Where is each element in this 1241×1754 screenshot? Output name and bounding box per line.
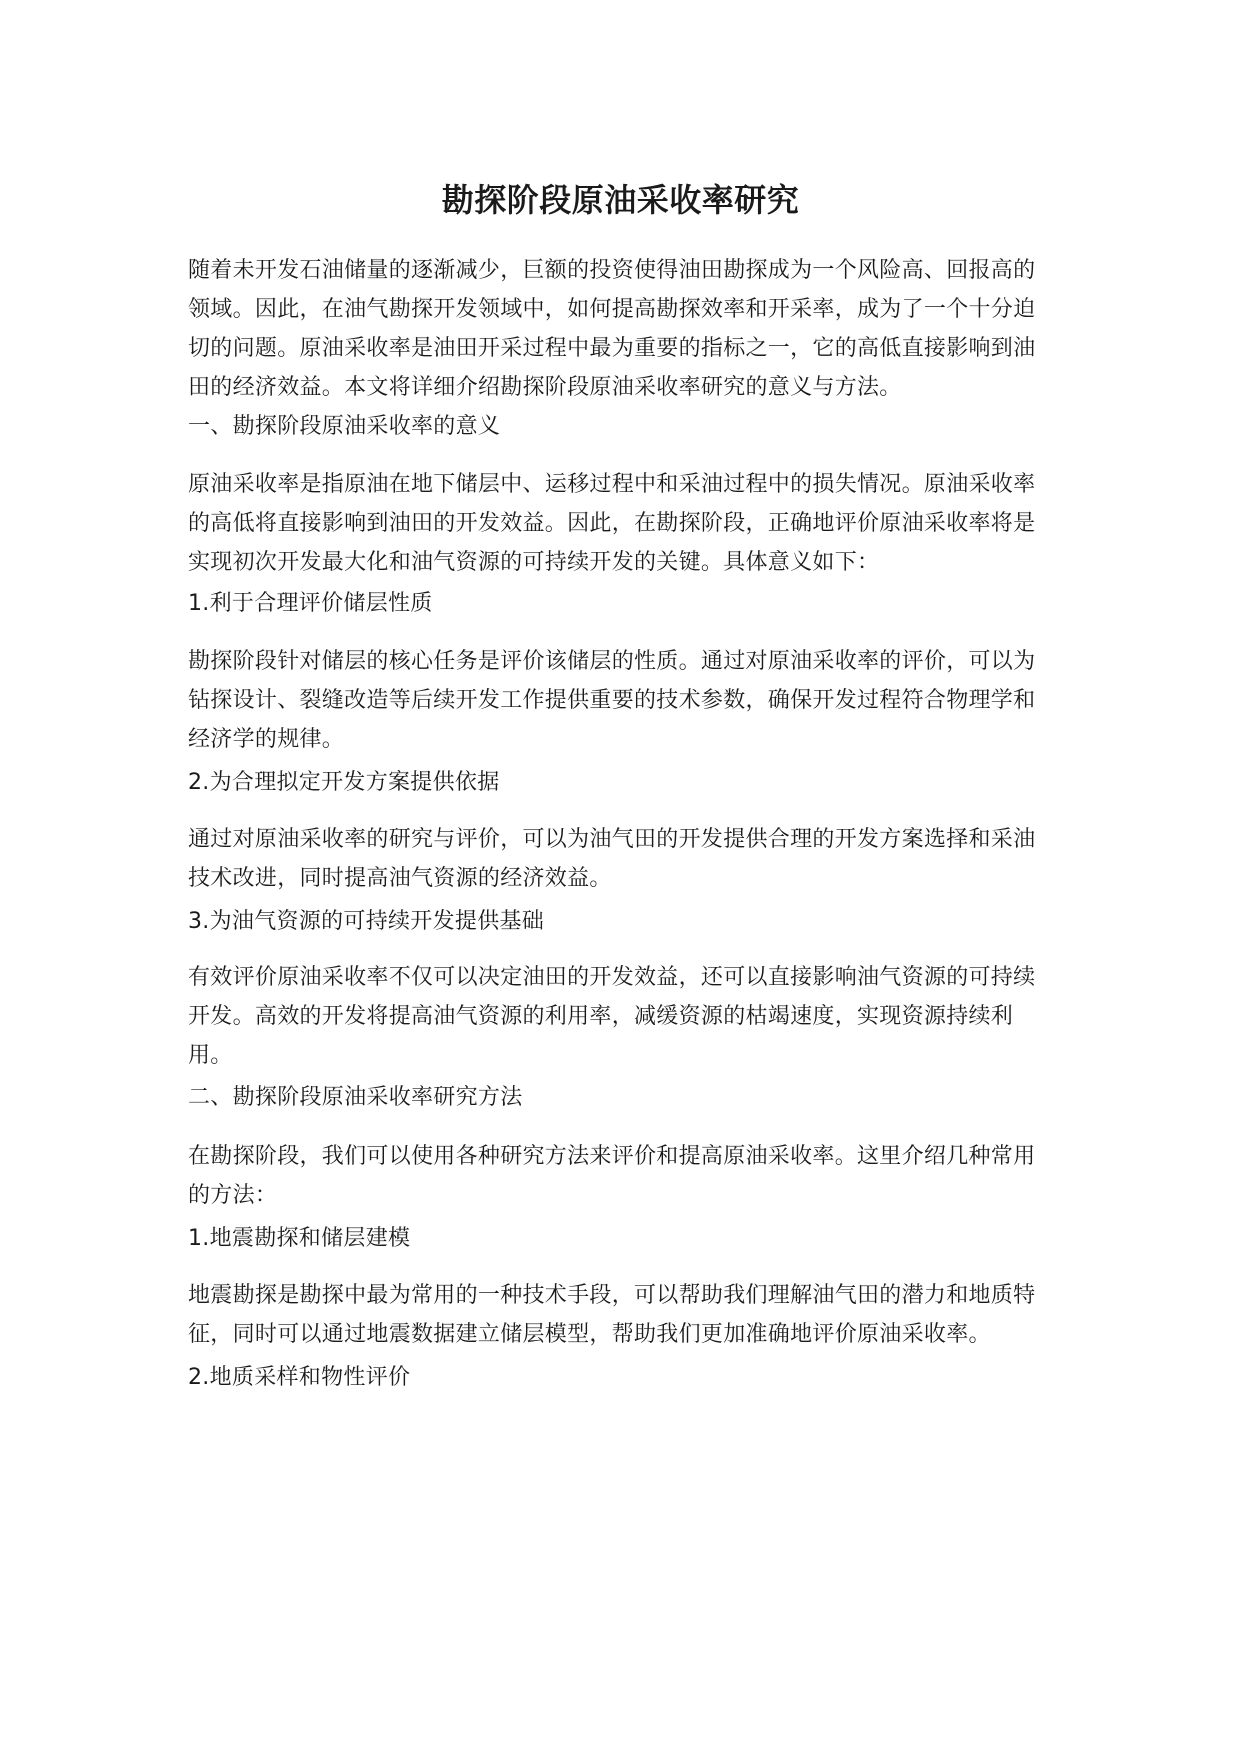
paragraph-development-plan: 通过对原油采收率的研究与评价，可以为油气田的开发提供合理的开发方案选择和采油技术改进，同时提高油气资源的经济效益。 <box>188 827 1036 891</box>
paragraph-significance: 原油采收率是指原油在地下储层中、运移过程中和采油过程中的损失情况。原油采收率的高低将直接影响到油田的开发效益。因此，在勘探阶段，正确地评价原油采收率将是实现初次开发最大化和油气资源的可持续开发的关键。具体意义如下： <box>188 472 1036 575</box>
section-heading-1: 一、勘探阶段原油采收率的意义 <box>188 414 501 439</box>
subheading-2-1: 1.地震勘探和储层建模 <box>188 1226 411 1251</box>
subheading-2-2: 2.地质采样和物性评价 <box>188 1365 411 1390</box>
section-heading-2: 二、勘探阶段原油采收率研究方法 <box>188 1085 523 1110</box>
paragraph-methods-intro: 在勘探阶段，我们可以使用各种研究方法来评价和提高原油采收率。这里介绍几种常用的方法： <box>188 1144 1036 1208</box>
document-title: 勘探阶段原油采收率研究 <box>441 181 800 219</box>
paragraph-sustainable: 有效评价原油采收率不仅可以决定油田的开发效益，还可以直接影响油气资源的可持续开发。高效的开发将提高油气资源的利用率，减缓资源的枯竭速度，实现资源持续利用。 <box>188 965 1036 1068</box>
subheading-1-3: 3.为油气资源的可持续开发提供基础 <box>188 909 545 934</box>
paragraph-intro: 随着未开发石油储量的逐渐减少，巨额的投资使得油田勘探成为一个风险高、回报高的领域。因此，在油气勘探开发领域中，如何提高勘探效率和开采率，成为了一个十分迫切的问题。原油采收率是油田开采过程中最为重要的指标之一，它的高低直接影响到油田的经济效益。本文将详细介绍勘探阶段原油采收率研究的意义与方法。 <box>188 258 1036 400</box>
paragraph-seismic: 地震勘探是勘探中最为常用的一种技术手段，可以帮助我们理解油气田的潜力和地质特征，同时可以通过地震数据建立储层模型，帮助我们更加准确地评价原油采收率。 <box>188 1283 1036 1347</box>
paragraph-reservoir: 勘探阶段针对储层的核心任务是评价该储层的性质。通过对原油采收率的评价，可以为钻探设计、裂缝改造等后续开发工作提供重要的技术参数，确保开发过程符合物理学和经济学的规律。 <box>188 649 1036 752</box>
subheading-1-1: 1.利于合理评价储层性质 <box>188 591 433 616</box>
subheading-1-2: 2.为合理拟定开发方案提供依据 <box>188 770 500 795</box>
